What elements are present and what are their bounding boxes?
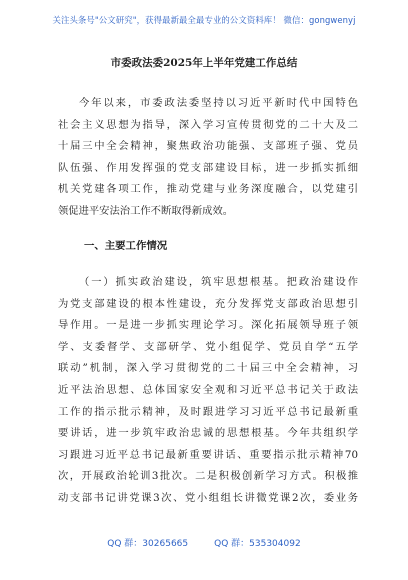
paragraph-line: 导作用。一是进一步抓实理论学习。深化拓展领导班子领 <box>58 319 358 332</box>
paragraph-line: 要讲话，进一步筑牢政治忠诚的思想根基。今年共组织学 <box>58 427 358 440</box>
qq-group-1: QQ 群：30265665 <box>107 539 189 549</box>
paragraph-line: （一）抓实政治建设，筑牢思想根基。把政治建设作 <box>79 276 358 288</box>
paragraph-line: 为党支部建设的根本性建设，充分发挥党支部政治思想引 <box>58 297 358 310</box>
paragraph-line: 领促进平安法治工作不断取得新成效。 <box>58 204 234 217</box>
paragraph-line: 动支部书记讲党课3次、党小组组长讲微党课2次，委业务 <box>58 491 358 504</box>
document-title: 市委政法委2025年上半年党建工作总结 <box>110 57 298 69</box>
qq-group-2: QQ 群：535304092 <box>214 539 301 549</box>
footer-contact <box>0 536 408 549</box>
section-1-paragraph <box>58 272 358 510</box>
paragraph-line: 近平法治思想、总体国家安全观和习近平总书记关于政法 <box>58 383 358 396</box>
paragraph-line: 次，开展政治轮训3批次。二是积极创新学习方式。积极推 <box>58 470 358 483</box>
paragraph-line: 社会主义思想为指导，深入学习宣传贯彻党的二十大及二 <box>58 118 358 131</box>
paragraph-line: 队伍强、作用发挥强的党支部建设目标，进一步抓实抓细 <box>58 161 358 174</box>
paragraph-line: 工作的指示批示精神，及时跟进学习习近平总书记最新重 <box>58 405 358 418</box>
section-heading: 一、主要工作情况 <box>84 240 168 252</box>
header-banner: 关注头条号"公文研究"，获得最新最全最专业的公文资料库！ 微信：gongwenyj <box>52 15 356 25</box>
intro-paragraph <box>58 93 358 223</box>
paragraph-line: 十届三中全会精神，聚焦政治功能强、支部班子强、党员 <box>58 140 358 153</box>
paragraph-line: 机关党建各项工作，推动党建与业务深度融合，以党建引 <box>58 183 358 196</box>
paragraph-line: 习跟进习近平总书记最新重要讲话、重要指示批示精神70 <box>58 448 358 461</box>
paragraph-line: 学、支委督学、支部研学、党小组促学、党员自学“五学 <box>58 340 358 353</box>
paragraph-line: 今年以来，市委政法委坚持以习近平新时代中国特色 <box>79 97 358 109</box>
paragraph-line: 联动”机制，深入学习贯彻党的二十届三中全会精神，习 <box>58 362 358 375</box>
